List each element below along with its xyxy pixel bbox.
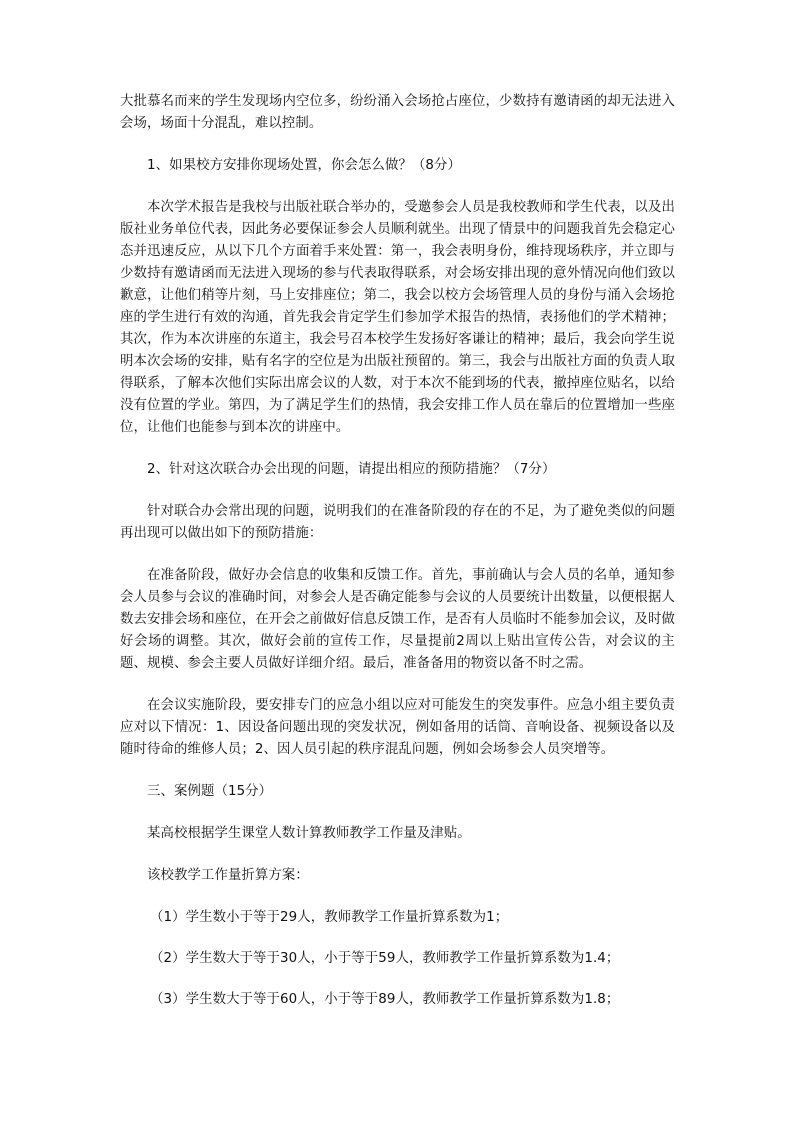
- question-2-answer-intro: 针对联合办会常出现的问题，说明我们的在准备阶段的存在的不足，为了避免类似的问题再出现可以做出如下的预防措施：: [120, 504, 675, 541]
- workload-rule-1: （1）学生数小于等于29人，教师教学工作量折算系数为1；: [150, 910, 509, 925]
- section-3-heading: 三、案例题（15分）: [147, 784, 273, 799]
- paragraph-intro-continuation: 大批慕名而来的学生发现场内空位多，纷纷涌入会场抢占座位，少数持有邀请函的却无法进入会场，场面十分混乱，难以控制。: [120, 94, 675, 131]
- workload-scheme-title: 该校教学工作量折算方案：: [147, 868, 309, 883]
- workload-rule-3: （3）学生数大于等于60人，小于等于89人，教师教学工作量折算系数为1.8；: [150, 992, 620, 1007]
- question-1-answer: 本次学术报告是我校与出版社联合举办的，受邀参会人员是我校教师和学生代表，以及出版社业务单位代表，因此务必要保证参会人员顺利就坐。出现了情景中的问题我首先会稳定心态并迅速反应，从以下几个方面着手来处置：第一，我会表明身份，维持现场秩序，并立即与少数持有邀请函而无法进入现场的参与代表取得联系，对会场安排出现的意外情况向他们致以歉意，让他们稍等片刻，马上安排座位；第二，我会以校方会场管理人员的身份与涌入会场抢座的学生进行有效的沟通，首先我会肯定学生们参加学术报告的热情，表扬他们的学术精神；其次，作为本次讲座的东道主，我会号召本校学生发扬好客谦让的精神；最后，我会向学生说明本次会场的安排，贴有名字的空位是为出版社预留的。第三，我会与出版社方面的负责人取得联系，了解本次他们实际出席会议的人数，对于本次不能到场的代表，撤掉座位贴名，以给没有位置的学业。第四，为了满足学生们的热情，我会安排工作人员在靠后的位置增加一些座位，让他们也能参与到本次的讲座中。: [120, 200, 675, 435]
- question-2-implementation-stage: 在会议实施阶段，要安排专门的应急小组以应对可能发生的突发事件。应急小组主要负责应对以下情况：1、因设备问题出现的突发状况，例如备用的话筒、音响设备、视频设备以及随时待命的维修人员；2、因人员引起的秩序混乱问题，例如会场参会人员突增等。: [120, 698, 675, 757]
- workload-rule-2: （2）学生数大于等于30人，小于等于59人，教师教学工作量折算系数为1.4；: [150, 951, 620, 966]
- case-description: 某高校根据学生课堂人数计算教师教学工作量及津贴。: [147, 826, 471, 841]
- question-2-heading: 2、针对这次联合办会出现的问题，请提出相应的预防措施？（7分）: [147, 462, 556, 477]
- document-body: [120, 91, 675, 1030]
- question-1-heading: 1、如果校方安排你现场处置，你会怎么做？（8分）: [147, 158, 462, 173]
- question-2-preparation-stage: 在准备阶段，做好办会信息的收集和反馈工作。首先，事前确认与会人员的名单，通知参会人员参与会议的准确时间，对参会人是否确定能参与会议的人员要统计出数量，以便根据人数去安排会场和座位，在开会之前做好信息反馈工作，是否有人员临时不能参加会议，及时做好会场的调整。其次，做好会前的宣传工作，尽量提前2周以上贴出宣传公告，对会议的主题、规模、参会主要人员做好详细介绍。最后，准备备用的物资以备不时之需。: [120, 568, 675, 671]
